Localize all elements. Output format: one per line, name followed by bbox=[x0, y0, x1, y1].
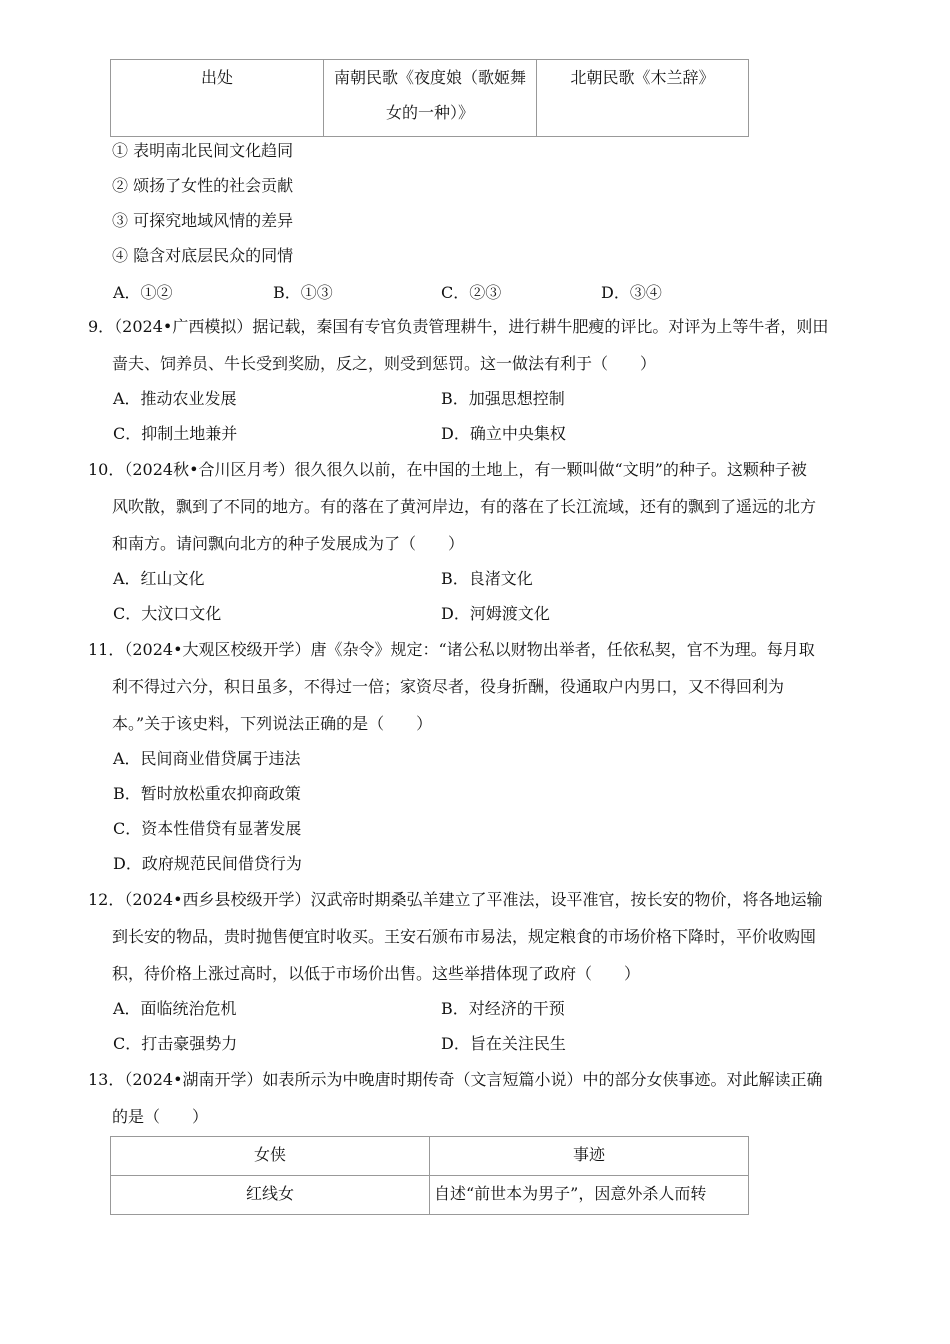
south-song-cell bbox=[324, 60, 537, 137]
q8-option-a: A．①② bbox=[113, 283, 173, 302]
table-header-row bbox=[111, 1137, 749, 1176]
q12-option-b: B．对经济的干预 bbox=[441, 999, 565, 1018]
q9-option-a: A．推动农业发展 bbox=[113, 389, 237, 408]
q10-option-b: B．良渚文化 bbox=[441, 569, 533, 588]
q8-option-d: D．③④ bbox=[601, 283, 662, 302]
heroine-name-cell: 红线女 bbox=[111, 1176, 430, 1215]
q12-stem-line1: 12．（2024•西乡县校级开学）汉武帝时期桑弘羊建立了平准法，设平准官，按长安的物价，将各地运输 bbox=[88, 890, 823, 909]
q9-option-c: C．抑制土地兼并 bbox=[113, 424, 238, 443]
heroine-table bbox=[110, 1136, 749, 1215]
q8-option-c: C．②③ bbox=[441, 283, 502, 302]
statement-1: ① 表明南北民间文化趋同 bbox=[112, 141, 294, 160]
header-deeds: 事迹 bbox=[430, 1137, 749, 1176]
q11-stem-line2: 利不得过六分，积日虽多，不得过一倍；家资尽者，役身折酬，役通取户内男口，又不得回利为 bbox=[112, 677, 785, 696]
south-song-line2: 女的一种）》 bbox=[385, 103, 474, 122]
statement-4: ④ 隐含对底层民众的同情 bbox=[112, 246, 294, 265]
q12-option-c: C．打击豪强势力 bbox=[113, 1034, 238, 1053]
south-song-line1: 南朝民歌《夜度娘（歌姬舞 bbox=[333, 68, 526, 87]
q12-option-d: D．旨在关注民生 bbox=[441, 1034, 566, 1053]
q13-stem-line2: 的是（ ） bbox=[112, 1107, 209, 1126]
statement-3: ③ 可探究地域风情的差异 bbox=[112, 211, 294, 230]
q11-option-c: C．资本性借贷有显著发展 bbox=[113, 819, 302, 838]
q11-option-d: D．政府规范民间借贷行为 bbox=[113, 854, 302, 873]
q9-option-d: D．确立中央集权 bbox=[441, 424, 566, 443]
table-row bbox=[111, 1176, 749, 1215]
q11-stem-line1: 11．（2024•大观区校级开学）唐《杂令》规定：“诸公私以财物出举者，任依私契，官不为理。每月取 bbox=[88, 640, 815, 659]
q10-option-c: C．大汶口文化 bbox=[113, 604, 222, 623]
q11-option-b: B．暂时放松重农抑商政策 bbox=[113, 784, 301, 803]
q10-option-a: A．红山文化 bbox=[113, 569, 205, 588]
source-label-cell: 出处 bbox=[111, 60, 324, 137]
q12-option-a: A．面临统治危机 bbox=[113, 999, 237, 1018]
q9-stem-line2: 啬夫、饲养员、牛长受到奖励，反之，则受到惩罚。这一做法有利于（ ） bbox=[112, 354, 657, 373]
q10-stem-line3: 和南方。请问飘向北方的种子发展成为了（ ） bbox=[112, 534, 465, 553]
q8-option-b: B．①③ bbox=[273, 283, 333, 302]
statement-2: ② 颂扬了女性的社会贡献 bbox=[112, 176, 294, 195]
q13-stem-line1: 13．（2024•湖南开学）如表所示为中晚唐时期传奇（文言短篇小说）中的部分女侠事迹。对此解读正确 bbox=[88, 1070, 823, 1089]
q9-stem-line1: 9．（2024•广西模拟）据记载，秦国有专官负责管理耕牛，进行耕牛肥瘦的评比。对评为上等牛者，则田 bbox=[88, 317, 829, 336]
q11-option-a: A．民间商业借贷属于违法 bbox=[113, 749, 301, 768]
q9-option-b: B．加强思想控制 bbox=[441, 389, 565, 408]
source-table bbox=[110, 59, 749, 137]
header-heroine: 女侠 bbox=[111, 1137, 430, 1176]
north-song-cell: 北朝民歌《木兰辞》 bbox=[537, 60, 749, 137]
heroine-deed-cell: 自述“前世本为男子”，因意外杀人而转 bbox=[430, 1176, 749, 1215]
q11-stem-line3: 本。”关于该史料，下列说法正确的是（ ） bbox=[112, 714, 433, 733]
q10-option-d: D．河姆渡文化 bbox=[441, 604, 550, 623]
q10-stem-line1: 10．（2024秋•合川区月考）很久很久以前，在中国的土地上，有一颗叫做“文明”的种子。这颗种子被 bbox=[88, 460, 807, 479]
q12-stem-line2: 到长安的物品，贵时抛售便宜时收买。王安石颁布市易法，规定粮食的市场价格下降时，平价收购囤 bbox=[112, 927, 817, 946]
q12-stem-line3: 积，待价格上涨过高时，以低于市场价出售。这些举措体现了政府（ ） bbox=[112, 964, 641, 983]
q10-stem-line2: 风吹散，飘到了不同的地方。有的落在了黄河岸边，有的落在了长江流域，还有的飘到了遥远的北方 bbox=[112, 497, 817, 516]
